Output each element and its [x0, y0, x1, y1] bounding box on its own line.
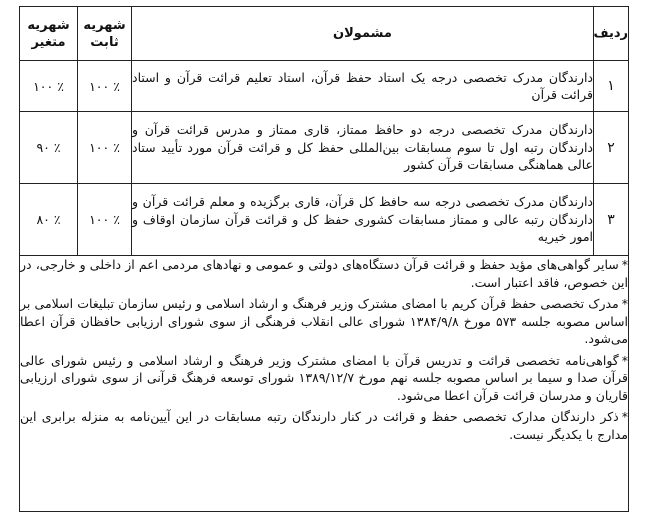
asterisk-icon: * [621, 296, 628, 311]
note-text: گواهی‌نامه تخصصی قرائت و تدریس قرآن با امضای مشترک وزیر فرهنگ و ارشاد اسلامی و رئیس شورای عالی قرآن صدا و سیما بر اساس مصوبه جلسه نهم مورخ ۱۳۸۹/۱۲/۷ شورای توسعه فرهنگ قرآنی از سوی شورای ارزیابی قاریان و مدرسان قرائت قرآن اعطا می‌شود. [20, 352, 629, 403]
table-row [20, 61, 629, 112]
row-variable-tuition: ٪ ۸۰ [20, 184, 78, 256]
header-title: مشمولان [132, 7, 594, 61]
row-fixed-tuition: ٪ ۱۰۰ [78, 61, 132, 112]
row-variable-tuition: ٪ ۹۰ [20, 112, 78, 184]
row-text: دارندگان مدرک تخصصی درجه دو حافظ ممتاز، قاری ممتاز و مدرس قرائت قرآن و دارندگان رتبه اول تا سوم مسابقات بین‌المللی حفظ کل و قرائت قرآن مورد تأیید ستاد عالی هماهنگی مسابقات قرآن کشور [132, 112, 594, 184]
note-item [20, 352, 628, 405]
note-item [20, 408, 628, 443]
row-number: ۱ [594, 61, 629, 112]
note-item [20, 295, 628, 348]
tuition-table [19, 6, 629, 512]
note-text: سایر گواهی‌های مؤید حفظ و قرائت قرآن دستگاه‌های دولتی و عمومی و نهادهای مردمی اعم از داخلی و خارجی، در این خصوص، فاقد اعتبار است. [20, 257, 628, 290]
note-item [20, 256, 628, 291]
row-number: ۳ [594, 184, 629, 256]
asterisk-icon: * [621, 257, 628, 272]
asterisk-icon: * [621, 409, 628, 424]
row-number: ۲ [594, 112, 629, 184]
row-fixed-tuition: ٪ ۱۰۰ [78, 184, 132, 256]
header-variable-tuition: شهریه متغیر [20, 7, 78, 61]
notes-cell [20, 256, 629, 512]
header-fixed-tuition: شهریه ثابت [78, 7, 132, 61]
table-row [20, 112, 629, 184]
header-row [20, 7, 629, 61]
asterisk-icon: * [621, 352, 628, 368]
header-row-number: ردیف [594, 7, 629, 61]
row-text: دارندگان مدرک تخصصی درجه یک استاد حفظ قرآن، استاد تعلیم قرائت قرآن و استاد قرائت قرآن [132, 61, 594, 112]
note-text: مدرک تخصصی حفظ قرآن کریم با امضای مشترک وزیر فرهنگ و ارشاد اسلامی و رئیس سازمان تبلیغات اسلامی بر اساس مصوبه جلسه ۵۷۳ مورخ ۱۳۸۴/۹/۸ شورای عالی انقلاب فرهنگی از سوی شورای ارزیابی حافظان قرآن اعطا می‌شود. [20, 296, 629, 346]
notes-row [20, 256, 629, 512]
row-text: دارندگان مدرک تخصصی درجه سه حافظ کل قرآن، قاری برگزیده و معلم قرائت قرآن و دارندگان رتبه عالی و ممتاز مسابقات کشوری حفظ کل و قرائت قرآن سازمان اوقاف و امور خیریه [132, 184, 594, 256]
row-variable-tuition: ٪ ۱۰۰ [20, 61, 78, 112]
table-row [20, 184, 629, 256]
row-fixed-tuition: ٪ ۱۰۰ [78, 112, 132, 184]
note-text: ذکر دارندگان مدارک تخصصی حفظ و قرائت در کنار دارندگان رتبه مسابقات در این آیین‌نامه به منزله برابری این مدارج با یکدیگر نیست. [20, 409, 628, 442]
